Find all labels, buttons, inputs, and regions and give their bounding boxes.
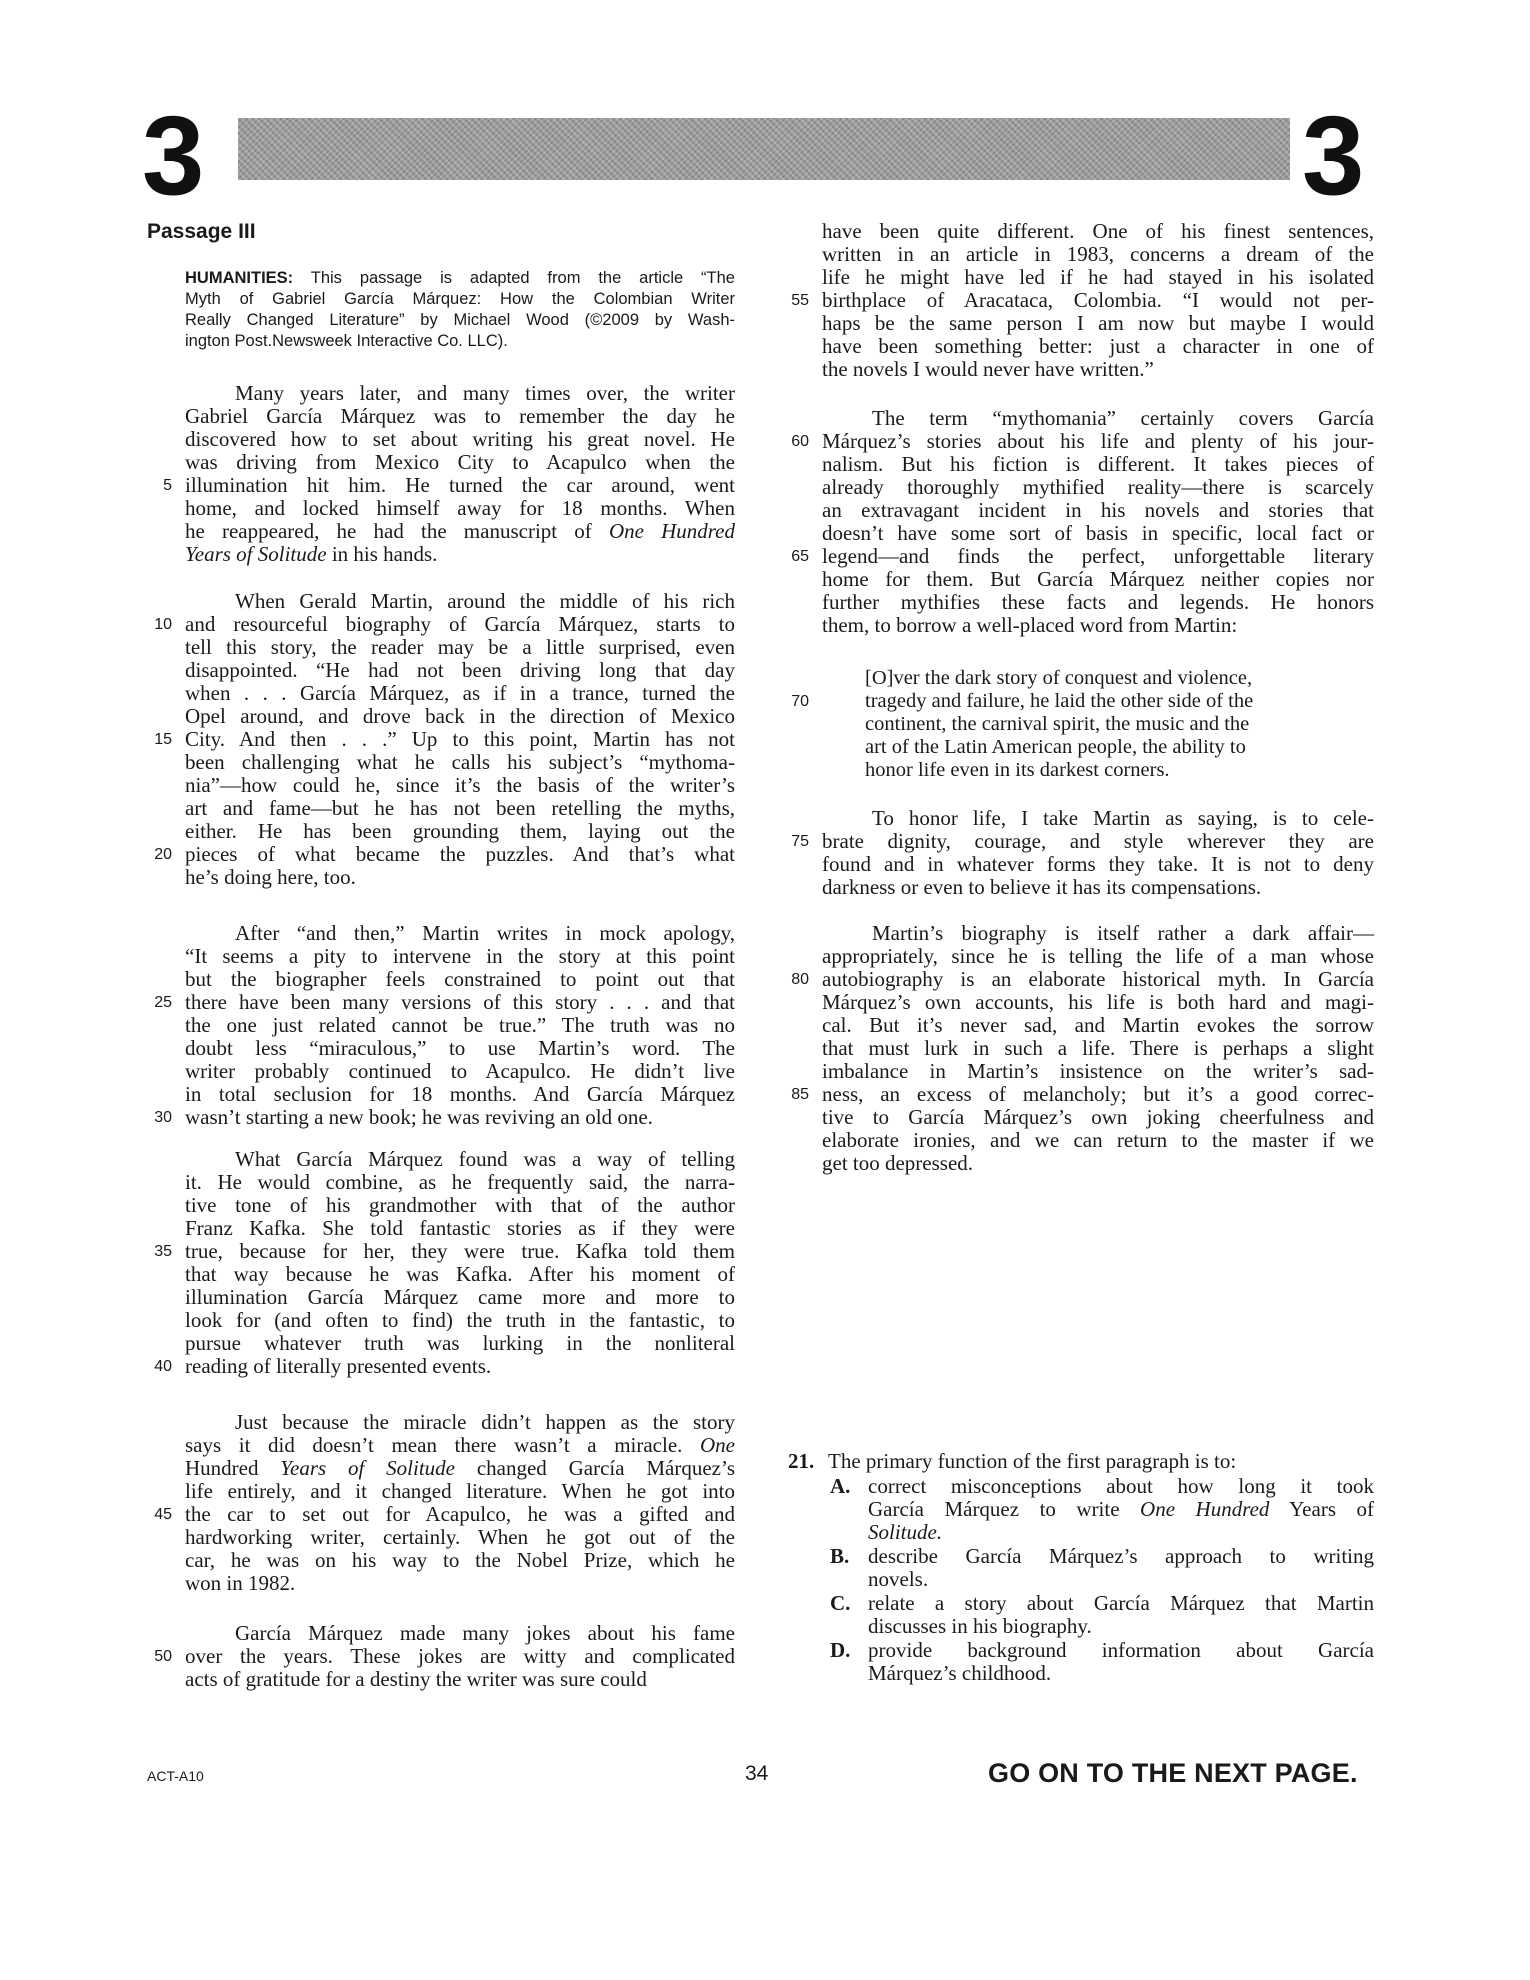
line-number: 55 <box>791 292 809 309</box>
passage-line: either. He has been grounding them, laying out the <box>185 819 735 843</box>
answer-option-text[interactable]: novels. <box>868 1567 929 1591</box>
passage-line: wasn’t starting a new book; he was reviving an old one. <box>185 1105 653 1129</box>
passage-line: but the biographer feels constrained to point out that <box>185 967 735 991</box>
passage-line: appropriately, since he is telling the life of a man whose <box>822 944 1374 968</box>
passage-line: Martin’s biography is itself rather a dark affair— <box>872 921 1374 945</box>
passage-title: Passage III <box>147 220 256 243</box>
passage-line: true, because for her, they were true. Kafka told them <box>185 1239 735 1263</box>
section-number-left: 3 <box>142 93 205 218</box>
answer-option-text[interactable]: correct misconceptions about how long it took <box>868 1474 1374 1498</box>
passage-line: García Márquez made many jokes about his fame <box>235 1621 735 1645</box>
passage-line: that must lurk in such a life. There is perhaps a slight <box>822 1036 1374 1060</box>
passage-line: doesn’t have some sort of basis in specific, local fact or <box>822 521 1374 545</box>
passage-line: birthplace of Aracataca, Colombia. “I would not per- <box>822 288 1374 312</box>
passage-line: discovered how to set about writing his great novel. He <box>185 427 735 451</box>
section-header-band <box>238 118 1290 180</box>
passage-line: there have been many versions of this story . . . and that <box>185 990 735 1014</box>
passage-line: Hundred Years of Solitude changed García Márquez’s <box>185 1456 735 1480</box>
passage-line: The term “mythomania” certainly covers García <box>872 406 1374 430</box>
line-number: 50 <box>154 1648 172 1665</box>
line-number: 30 <box>154 1109 172 1126</box>
passage-line: when . . . García Márquez, as if in a trance, turned the <box>185 681 735 705</box>
passage-line: been challenging what he calls his subject’s “mythoma- <box>185 750 735 774</box>
passage-line: life he might have led if he had stayed in his isolated <box>822 265 1374 289</box>
passage-line: darkness or even to believe it has its compensations. <box>822 875 1262 899</box>
question-number: 21. <box>788 1449 815 1473</box>
passage-line: car, he was on his way to the Nobel Prize, which he <box>185 1548 735 1572</box>
line-number: 20 <box>154 846 172 863</box>
passage-line: To honor life, I take Martin as saying, is to cele- <box>872 806 1374 830</box>
line-number: 10 <box>154 616 172 633</box>
passage-line: haps be the same person I am now but maybe I would <box>822 311 1374 335</box>
passage-line: in total seclusion for 18 months. And García Márquez <box>185 1082 735 1106</box>
passage-line: tragedy and failure, he laid the other side of the <box>865 690 1254 712</box>
passage-line: that way because he was Kafka. After his moment of <box>185 1262 735 1286</box>
answer-option-text[interactable]: describe García Márquez’s approach to writing <box>868 1544 1374 1568</box>
answer-option-text[interactable]: Solitude. <box>868 1520 943 1544</box>
passage-line: illumination hit him. He turned the car around, went <box>185 473 735 497</box>
line-number: 35 <box>154 1243 172 1260</box>
line-number: 75 <box>791 833 809 850</box>
passage-line: legend—and finds the perfect, unforgettable literary <box>822 544 1374 568</box>
passage-line: imbalance in Martin’s insistence on the writer’s sad- <box>822 1059 1374 1083</box>
line-number: 70 <box>791 693 809 710</box>
passage-line: Just because the miracle didn’t happen as the story <box>235 1410 735 1434</box>
passage-line: elaborate ironies, and we can return to the master if we <box>822 1128 1374 1152</box>
line-number: 40 <box>154 1358 172 1375</box>
section-number-right: 3 <box>1302 93 1365 218</box>
passage-line: “It seems a pity to intervene in the story at this point <box>185 944 735 968</box>
passage-line: he reappeared, he had the manuscript of One Hundred <box>185 519 735 543</box>
passage-line: over the years. These jokes are witty and complicated <box>185 1644 735 1668</box>
line-number: 15 <box>154 731 172 748</box>
passage-line: nia”—how could he, since it’s the basis of the writer’s <box>185 773 735 797</box>
line-number: 25 <box>154 994 172 1011</box>
passage-line: reading of literally presented events. <box>185 1354 492 1378</box>
passage-line: Gabriel García Márquez was to remember the day he <box>185 404 735 428</box>
passage-line: an extravagant incident in his novels and stories that <box>822 498 1374 522</box>
line-number: 60 <box>791 433 809 450</box>
passage-line: have been something better: just a character in one of <box>822 334 1374 358</box>
answer-option-b-letter[interactable]: B. <box>830 1544 850 1568</box>
intro-category: HUMANITIES: <box>185 269 294 287</box>
passage-line: When Gerald Martin, around the middle of his rich <box>235 589 735 613</box>
passage-line: cal. But it’s never sad, and Martin evokes the sorrow <box>822 1013 1374 1037</box>
passage-line: tive to García Márquez’s own joking cheerfulness and <box>822 1105 1374 1129</box>
passage-line: the one just related cannot be true.” The truth was no <box>185 1013 735 1037</box>
passage-line: brate dignity, courage, and style wherever they are <box>822 829 1374 853</box>
passage-line: get too depressed. <box>822 1151 974 1175</box>
passage-line: already thoroughly mythified reality—there is scarcely <box>822 475 1374 499</box>
passage-line: was driving from Mexico City to Acapulco when the <box>185 450 735 474</box>
passage-line: them, to borrow a well-placed word from Martin: <box>822 613 1238 637</box>
passage-line: [O]ver the dark story of conquest and violence, <box>865 667 1253 689</box>
passage-line: hardworking writer, certainly. When he got out of the <box>185 1525 735 1549</box>
passage-line: and resourceful biography of García Márquez, starts to <box>185 612 735 636</box>
answer-option-text[interactable]: discusses in his biography. <box>868 1614 1092 1638</box>
passage-line: art and fame—but he has not been retelling the myths, <box>185 796 735 820</box>
page-number: 34 <box>745 1762 769 1785</box>
passage-line: it. He would combine, as he frequently said, the narra- <box>185 1170 735 1194</box>
passage-line: the novels I would never have written.” <box>822 357 1154 381</box>
passage-intro <box>185 268 735 352</box>
passage-line: written in an article in 1983, concerns a dream of the <box>822 242 1374 266</box>
question-stem: The primary function of the first paragraph is to: <box>828 1449 1237 1473</box>
passage-line: tell this story, the reader may be a little surprised, even <box>185 635 735 659</box>
line-number: 45 <box>154 1506 172 1523</box>
passage-line: pursue whatever truth was lurking in the nonliteral <box>185 1331 735 1355</box>
intro-line: HUMANITIES: This passage is adapted from the article “The <box>185 269 735 287</box>
passage-line: After “and then,” Martin writes in mock apology, <box>235 921 735 945</box>
passage-line: nalism. But his fiction is different. It takes pieces of <box>822 452 1374 476</box>
passage-line: says it did doesn’t mean there wasn’t a miracle. One <box>185 1433 735 1457</box>
passage-line: home for them. But García Márquez neither copies nor <box>822 567 1374 591</box>
passage-line: disappointed. “He had not been driving long that day <box>185 658 735 682</box>
passage-line: illumination García Márquez came more and more to <box>185 1285 735 1309</box>
line-number: 80 <box>791 971 809 988</box>
answer-option-text[interactable]: García Márquez to write One Hundred Years of <box>868 1497 1374 1521</box>
line-number: 5 <box>163 477 172 494</box>
passage-line: found and in whatever forms they take. It is not to deny <box>822 852 1374 876</box>
passage-line: Years of Solitude in his hands. <box>185 542 438 566</box>
passage-line: life entirely, and it changed literature. When he got into <box>185 1479 735 1503</box>
passage-line: honor life even in its darkest corners. <box>865 759 1170 781</box>
passage-line: he’s doing here, too. <box>185 865 356 889</box>
passage-line: continent, the carnival spirit, the music and the <box>865 713 1250 735</box>
intro-line: Really Changed Literature” by Michael Wood (©2009 by Wash- <box>185 311 735 329</box>
passage-line: further mythifies these facts and legends. He honors <box>822 590 1374 614</box>
intro-line: ington Post.Newsweek Interactive Co. LLC). <box>185 332 508 350</box>
go-on-next-page: GO ON TO THE NEXT PAGE. <box>988 1758 1358 1788</box>
passage-line: Márquez’s own accounts, his life is both hard and magi- <box>822 990 1374 1014</box>
intro-line: Myth of Gabriel García Márquez: How the Colombian Writer <box>185 290 735 308</box>
passage-line: home, and locked himself away for 18 months. When <box>185 496 735 520</box>
answer-option-a-letter[interactable]: A. <box>830 1474 851 1498</box>
passage-line: Franz Kafka. She told fantastic stories as if they were <box>185 1216 735 1240</box>
answer-option-d-letter[interactable]: D. <box>830 1638 851 1662</box>
passage-line: won in 1982. <box>185 1571 296 1595</box>
line-number: 65 <box>791 548 809 565</box>
passage-line: autobiography is an elaborate historical myth. In García <box>822 967 1374 991</box>
passage-line: Márquez’s stories about his life and plenty of his jour- <box>822 429 1374 453</box>
form-code: ACT-A10 <box>147 1768 204 1784</box>
passage-line: Many years later, and many times over, the writer <box>235 381 735 405</box>
passage-line: doubt less “miraculous,” to use Martin’s word. The <box>185 1036 735 1060</box>
passage-line: the car to set out for Acapulco, he was a gifted and <box>185 1502 735 1526</box>
passage-line: ness, an excess of melancholy; but it’s a good correc- <box>822 1082 1374 1106</box>
answer-option-text[interactable]: Márquez’s childhood. <box>868 1661 1052 1685</box>
answer-option-c-letter[interactable]: C. <box>830 1591 851 1615</box>
line-number: 85 <box>791 1086 809 1103</box>
answer-option-text[interactable]: relate a story about García Márquez that Martin <box>868 1591 1374 1615</box>
passage-line: look for (and often to find) the truth in the fantastic, to <box>185 1308 735 1332</box>
passage-line: Opel around, and drove back in the direction of Mexico <box>185 704 735 728</box>
passage-line: tive tone of his grandmother with that of the author <box>185 1193 735 1217</box>
answer-option-text[interactable]: provide background information about García <box>868 1638 1374 1662</box>
passage-line: acts of gratitude for a destiny the writer was sure could <box>185 1667 647 1691</box>
passage-line: City. And then . . .” Up to this point, Martin has not <box>185 727 735 751</box>
passage-line: What García Márquez found was a way of telling <box>235 1147 735 1171</box>
passage-line: art of the Latin American people, the ability to <box>865 736 1246 758</box>
passage-line: pieces of what became the puzzles. And that’s what <box>185 842 735 866</box>
passage-line: have been quite different. One of his finest sentences, <box>822 219 1374 243</box>
passage-line: writer probably continued to Acapulco. He didn’t live <box>185 1059 735 1083</box>
